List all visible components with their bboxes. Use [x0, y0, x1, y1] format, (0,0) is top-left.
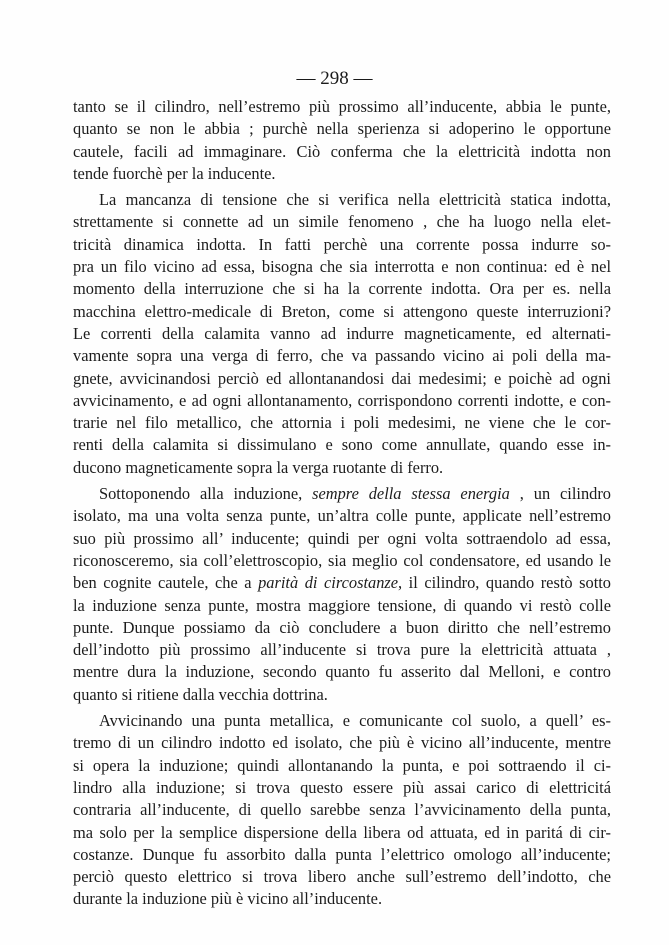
text-line: renti della calamita si dissimulano e sono come annullate, quando esse in-	[73, 435, 611, 455]
text-span: Sottoponendo alla induzione,	[99, 484, 313, 504]
text-line: riconosceremo, sia coll’elettroscopio, sia meglio col condensatore, ed usando le	[73, 550, 611, 570]
text-line: gnete, avvicinandosi perciò ed allontanandosi dai medesimi; e poichè ad ogni	[73, 368, 611, 388]
text-line: cautele, facili ad immaginare. Ciò conferma che la elettricità indotta non	[73, 141, 611, 161]
text-line: ducono magneticamente sopra la verga ruotante di ferro.	[73, 457, 444, 477]
text-line: tende fuorchè per la inducente.	[73, 163, 276, 183]
text-line: tremo di un cilindro indotto ed isolato, che più è vicino all’inducente, mentre	[73, 733, 611, 753]
text-line: quanto si ritiene dalla vecchia dottrina.	[73, 684, 328, 704]
text-line: isolato, ma una volta senza punte, un’altra colle punte, applicate nell’estremo	[73, 506, 611, 526]
text-line: vamente sopra una verga di ferro, che va passando vicino ai poli della ma-	[73, 346, 611, 366]
text-line: trarie nel filo metallico, che attornia i poli medesimi, ne viene che le cor-	[73, 413, 611, 433]
text-line: tricità dinamica indotta. In fatti perchè una corrente possa indurre so-	[73, 234, 611, 254]
text-line: lindro alla induzione; si trova questo essere più assai carico di elettricitá	[73, 777, 611, 797]
text-line: macchina elettro-medicale di Breton, come si attengono queste interruzioni?	[73, 301, 611, 321]
text-line: quanto se non le abbia ; purchè nella sperienza si adoperino le opportune	[73, 119, 611, 139]
text-line: momento della interruzione che si ha la corrente indotta. Ora per es. nella	[73, 279, 611, 299]
text-line: dell’indotto più prossimo all’inducente si trova pure la elettricità attuata ,	[73, 640, 611, 660]
text-line: Avvicinando una punta metallica, e comunicante col suolo, a quell’ es-	[99, 711, 611, 731]
text-line: tanto se il cilindro, nell’estremo più prossimo all’inducente, abbia le punte,	[73, 97, 611, 116]
body-text	[73, 96, 611, 911]
page-number: — 298 —	[296, 68, 373, 89]
text-line: pra un filo vicino ad essa, bisogna che sia interrotta e non continua: ed è nel	[73, 257, 611, 277]
text-line: avvicinamento, e ad ogni allontanamento, corrispondono correnti indotte, e con-	[73, 390, 611, 410]
text-line: durante la induzione più è vicino all’inducente.	[73, 889, 383, 909]
text-line: costanze. Dunque fu assorbito dalla punta l’elettrico omologo all’inducente;	[73, 844, 611, 864]
text-line: contraria all’inducente, di quello sarebbe senza l’avvicinamento della punta,	[73, 800, 611, 820]
paragraph-2	[73, 189, 611, 479]
text-line: perciò questo elettrico si trova libero anche sull’estremo dell’indotto, che	[73, 867, 611, 887]
text-line: la induzione senza punte, mostra maggiore tensione, di quando vi restò colle	[73, 595, 611, 615]
text-line: ma solo per la semplice dispersione della libera od attuata, ed in paritá di cir-	[73, 822, 611, 842]
text-span: , il cilindro, quando restò sotto	[398, 573, 611, 593]
text-span: ben cognite cautele, che a	[73, 573, 259, 593]
text-line: mentre dura la induzione, secondo quanto fu asserito dal Melloni, e contro	[73, 662, 611, 682]
italic-phrase: parità di circostanze	[258, 573, 399, 593]
text-line: si opera la induzione; quindi allontanando la punta, e poi sottraendo il ci-	[73, 755, 611, 775]
paragraph-3	[73, 483, 611, 706]
text-line: La mancanza di tensione che si verifica nella elettricità statica indotta,	[99, 190, 611, 210]
text-line: suo più prossimo all’ inducente; quindi per ogni volta sottraendolo ad essa,	[73, 528, 611, 548]
paragraph-1	[73, 96, 611, 185]
paragraph-4	[73, 710, 611, 911]
italic-phrase: sempre della stessa energia	[312, 484, 510, 504]
text-line	[73, 572, 611, 594]
text-line: Le correnti della calamita vanno ad indurre magneticamente, ed alternati-	[73, 323, 611, 343]
text-span: , un cilindro	[509, 484, 612, 504]
text-line: strettamente si connette ad un simile fenomeno , che ha luogo nella elet-	[73, 212, 611, 232]
text-line: punte. Dunque possiamo da ciò concludere a buon diritto che nell’estremo	[73, 617, 611, 637]
text-line	[73, 483, 611, 505]
